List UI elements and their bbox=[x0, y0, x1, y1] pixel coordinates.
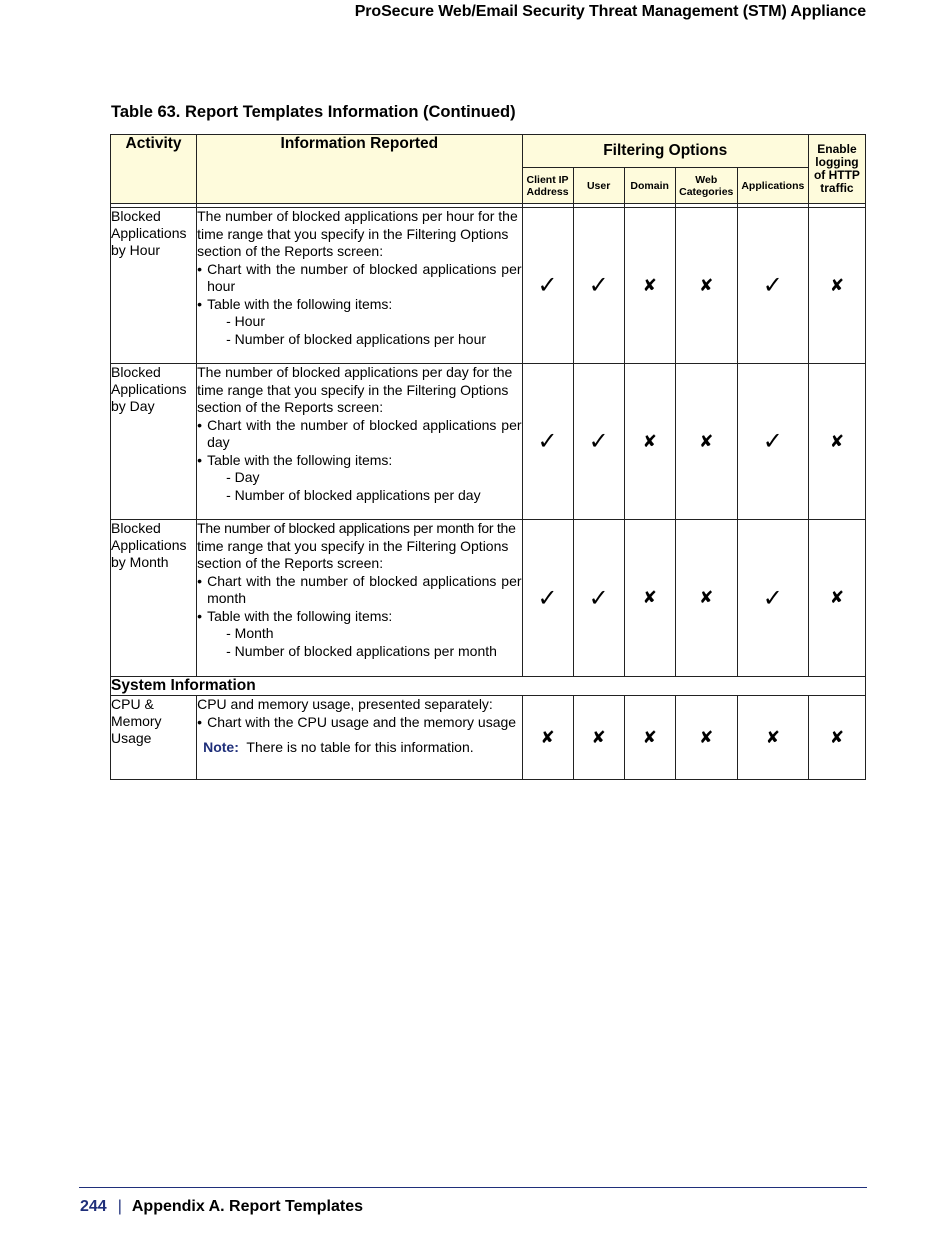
footer-title: Appendix A. Report Templates bbox=[131, 1198, 363, 1215]
activity-cell bbox=[111, 696, 197, 780]
check-icon: ✓ bbox=[522, 208, 573, 364]
cross-icon: ✘ bbox=[624, 696, 675, 780]
activity-line: Applications bbox=[111, 537, 187, 553]
header-user: User bbox=[573, 168, 624, 204]
header-domain: Domain bbox=[624, 168, 675, 204]
cross-icon: ✘ bbox=[737, 696, 808, 780]
activity-line: Blocked bbox=[111, 364, 161, 380]
table-row bbox=[111, 364, 866, 520]
cross-icon: ✘ bbox=[675, 696, 737, 780]
page-number: 244 bbox=[80, 1198, 107, 1215]
cross-icon: ✘ bbox=[808, 696, 865, 780]
info-cell bbox=[197, 520, 522, 677]
header-web-line: Web bbox=[695, 173, 718, 186]
table-row bbox=[111, 208, 866, 364]
header-activity: Activity bbox=[111, 135, 197, 204]
cross-icon: ✘ bbox=[675, 208, 737, 364]
cross-icon: ✘ bbox=[808, 520, 865, 677]
cross-icon: ✘ bbox=[522, 696, 573, 780]
sub-item: - Day bbox=[226, 469, 260, 485]
section-title: System Information bbox=[111, 677, 866, 696]
check-icon: ✓ bbox=[573, 364, 624, 520]
table-row bbox=[111, 696, 866, 780]
page-footer bbox=[80, 1198, 363, 1216]
activity-line: Applications bbox=[111, 381, 187, 397]
bullet-item: • Chart with the number of blocked applications per day bbox=[197, 417, 521, 452]
check-icon: ✓ bbox=[573, 520, 624, 677]
bullet-item: • Table with the following items: bbox=[197, 452, 521, 470]
header-enable-line: of HTTP bbox=[813, 168, 860, 182]
sub-item: - Number of blocked applications per hour bbox=[226, 330, 487, 347]
table-caption: Table 63. Report Templates Information (Continued) bbox=[111, 103, 516, 121]
activity-line: Memory bbox=[111, 713, 162, 729]
document-header: ProSecure Web/Email Security Threat Management (STM) Appliance bbox=[354, 3, 866, 20]
header-client-ip bbox=[522, 168, 573, 204]
info-cell bbox=[197, 208, 522, 364]
info-line: The number of blocked applications per day for the bbox=[197, 364, 513, 380]
section-row bbox=[111, 677, 866, 696]
bullet-item: • Chart with the number of blocked applications per month bbox=[197, 573, 521, 608]
sub-item: - Number of blocked applications per day bbox=[226, 486, 481, 503]
info-cell bbox=[197, 364, 522, 520]
header-enable-line: traffic bbox=[820, 181, 854, 195]
info-line: The number of blocked applications per hour for the bbox=[197, 208, 518, 224]
header-client-ip-line: Address bbox=[526, 185, 569, 198]
activity-cell bbox=[111, 364, 197, 520]
check-icon: ✓ bbox=[737, 364, 808, 520]
check-icon: ✓ bbox=[737, 208, 808, 364]
info-cell bbox=[197, 696, 522, 780]
info-line: time range that you specify in the Filtering Options bbox=[197, 381, 509, 398]
header-applications: Applications bbox=[737, 168, 808, 204]
activity-line: Applications bbox=[111, 225, 187, 241]
header-filtering-options: Filtering Options bbox=[522, 135, 808, 168]
cross-icon: ✘ bbox=[624, 520, 675, 677]
sub-item: - Hour bbox=[226, 313, 266, 329]
activity-line: by Hour bbox=[111, 242, 161, 258]
info-line: time range that you specify in the Filtering Options bbox=[197, 537, 509, 554]
header-client-ip-line: Client IP bbox=[526, 173, 569, 186]
info-line: time range that you specify in the Filtering Options bbox=[197, 225, 509, 242]
header-enable-logging bbox=[808, 135, 865, 204]
activity-line: CPU & bbox=[111, 696, 154, 712]
bullet-item: • Chart with the CPU usage and the memory usage bbox=[197, 714, 521, 732]
activity-line: Blocked bbox=[111, 520, 161, 536]
activity-line: Blocked bbox=[111, 208, 161, 224]
cross-icon: ✘ bbox=[573, 696, 624, 780]
activity-line: by Day bbox=[111, 398, 155, 414]
bullet-item: • Table with the following items: bbox=[197, 608, 521, 626]
cross-icon: ✘ bbox=[624, 208, 675, 364]
header-enable-line: logging bbox=[815, 155, 859, 169]
activity-line: Usage bbox=[111, 730, 152, 746]
header-web-categories bbox=[675, 168, 737, 204]
note-label: Note: bbox=[203, 739, 239, 755]
cross-icon: ✘ bbox=[808, 208, 865, 364]
note-text: There is no table for this information. bbox=[246, 739, 474, 755]
activity-cell bbox=[111, 520, 197, 677]
table-row bbox=[111, 520, 866, 677]
info-line: section of the Reports screen: bbox=[197, 399, 384, 415]
bullet-item: • Table with the following items: bbox=[197, 296, 521, 314]
header-enable-line: Enable bbox=[817, 142, 857, 156]
bullet-item: • Chart with the number of blocked applications per hour bbox=[197, 261, 521, 296]
activity-cell bbox=[111, 208, 197, 364]
cross-icon: ✘ bbox=[624, 364, 675, 520]
sub-item: - Month bbox=[226, 625, 274, 641]
sub-item: - Number of blocked applications per month bbox=[226, 642, 497, 659]
activity-line: by Month bbox=[111, 554, 169, 570]
check-icon: ✓ bbox=[522, 364, 573, 520]
footer-divider bbox=[79, 1187, 867, 1188]
footer-separator: | bbox=[117, 1198, 122, 1215]
cross-icon: ✘ bbox=[675, 520, 737, 677]
check-icon: ✓ bbox=[737, 520, 808, 677]
header-web-line: Categories bbox=[679, 185, 734, 198]
cross-icon: ✘ bbox=[675, 364, 737, 520]
info-line: The number of blocked applications per month for the bbox=[197, 520, 516, 536]
cross-icon: ✘ bbox=[808, 364, 865, 520]
info-line: section of the Reports screen: bbox=[197, 243, 384, 259]
header-information-reported: Information Reported bbox=[197, 135, 522, 204]
note bbox=[197, 739, 521, 757]
check-icon: ✓ bbox=[573, 208, 624, 364]
check-icon: ✓ bbox=[522, 520, 573, 677]
info-line: section of the Reports screen: bbox=[197, 555, 384, 571]
info-line: CPU and memory usage, presented separately: bbox=[197, 696, 493, 712]
report-templates-table bbox=[110, 134, 866, 780]
